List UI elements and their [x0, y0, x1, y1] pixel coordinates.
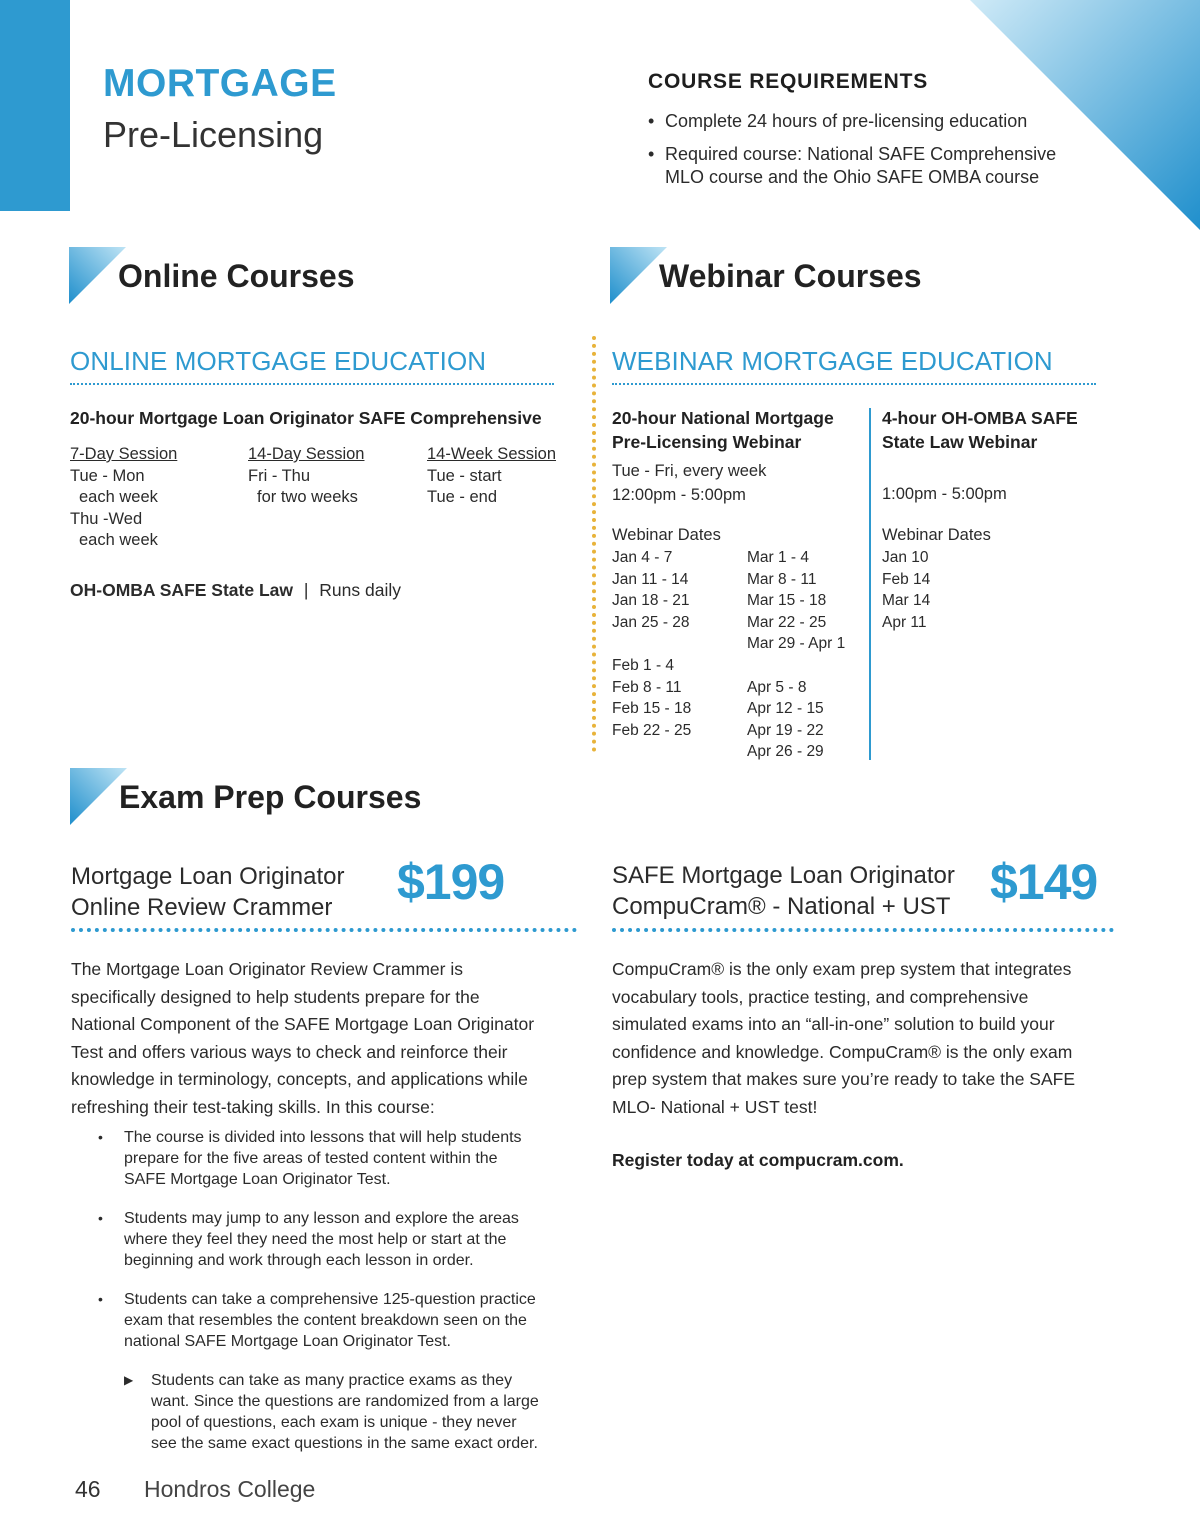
right-course-price: $149 — [990, 854, 1098, 910]
bullet-line: • The course is divided into lessons that will help students — [124, 1129, 522, 1146]
date-item: Jan 4 - 7 — [612, 549, 673, 566]
header-accent-bar — [0, 0, 70, 211]
webinar-time: 12:00pm - 5:00pm — [612, 485, 746, 504]
session-name: 14-Week Session — [427, 445, 557, 463]
date-item: Mar 1 - 4 — [747, 549, 810, 566]
date-item: Feb 22 - 25 — [612, 721, 692, 739]
bullet-item — [71, 1289, 591, 1352]
requirements-title: COURSE REQUIREMENTS — [648, 70, 929, 93]
paragraph-line: National Component of the SAFE Mortgage Loan Originator — [71, 1014, 535, 1034]
bullet-line: see the same exact questions in the same exact order. — [151, 1435, 538, 1452]
dotted-divider — [612, 928, 1114, 932]
state-law-schedule: Runs daily — [319, 580, 401, 600]
requirement-item: • Required course: National SAFE Comprehensive MLO course and the Ohio SAFE OMBA course — [648, 143, 1088, 190]
bullet-line: want. Since the questions are randomized from a large — [151, 1393, 539, 1410]
session-7-day — [70, 444, 240, 552]
paragraph-line: simulated exams into an “all-in-one” solution to build your — [612, 1014, 1055, 1034]
date-item: Mar 14 — [882, 592, 931, 610]
webinar-left-title-line: 20-hour National Mortgage — [612, 408, 834, 428]
session-line: for two weeks — [257, 488, 358, 506]
course-name-line: CompuCram® - National + UST — [612, 893, 951, 920]
left-course-description — [71, 956, 586, 1121]
date-item: Mar 22 - 25 — [747, 613, 827, 631]
course-name-line: Online Review Crammer — [71, 894, 333, 921]
webinar-section-title: Webinar Courses — [659, 258, 922, 294]
date-item: Apr 12 - 15 — [747, 700, 824, 718]
left-course-subbullets — [71, 1370, 591, 1454]
dotted-divider — [71, 928, 577, 932]
online-section-title: Online Courses — [118, 258, 355, 294]
date-item: Jan 25 - 28 — [612, 613, 690, 631]
right-course-description — [612, 956, 1132, 1121]
date-item: Mar 8 - 11 — [747, 570, 817, 588]
session-line: Fri - Thu — [248, 466, 311, 485]
paragraph-line: confidence and knowledge. CompuCram® is the only exam — [612, 1041, 1073, 1062]
webinar-edu-title: WEBINAR MORTGAGE EDUCATION — [612, 346, 1053, 376]
webinar-right-dates — [882, 547, 1002, 633]
date-item — [612, 633, 742, 655]
course-name-line: SAFE Mortgage Loan Originator — [612, 862, 955, 889]
paragraph-line: refreshing their test-taking skills. In this course: — [71, 1096, 435, 1117]
paragraph-line: Test and offers various ways to check and reinforce their — [71, 1041, 508, 1062]
webinar-right-dates-label: Webinar Dates — [882, 526, 991, 544]
bullet-line: prepare for the five areas of tested content within the — [124, 1150, 498, 1167]
state-law-line — [70, 580, 401, 601]
webinar-dates-col2 — [747, 547, 867, 763]
date-item: Apr 19 - 22 — [747, 721, 824, 739]
dotted-divider — [70, 383, 554, 385]
bullet-line: pool of questions, each exam is unique - they never — [151, 1414, 517, 1431]
college-name: Hondros College — [144, 1476, 316, 1502]
requirements-list — [648, 110, 1118, 199]
session-14-day — [248, 444, 418, 509]
webinar-left-schedule — [612, 460, 766, 507]
session-line: each week — [79, 488, 158, 506]
session-14-week — [427, 444, 597, 509]
online-edu-title: ONLINE MORTGAGE EDUCATION — [70, 346, 487, 376]
date-item: Mar 15 - 18 — [747, 592, 827, 610]
date-item: Jan 11 - 14 — [612, 570, 689, 588]
bullet-item — [71, 1127, 591, 1190]
bullet-line: exam that resembles the content breakdown seen on the — [124, 1312, 527, 1329]
webinar-dates-label: Webinar Dates — [612, 526, 721, 544]
left-course-name — [71, 861, 345, 923]
session-name: 7-Day Session — [70, 445, 178, 463]
webinar-left-title-line: Pre-Licensing Webinar — [612, 432, 802, 452]
webinar-right-title — [882, 406, 1078, 454]
date-item: Mar 29 - Apr 1 — [747, 635, 846, 653]
paragraph-line: MLO- National + UST test! — [612, 1096, 818, 1117]
webinar-right-title-line: State Law Webinar — [882, 432, 1038, 452]
bullet-line: where they feel they need the most help or start at the — [124, 1231, 507, 1248]
course-name-line: Mortgage Loan Originator — [71, 863, 345, 890]
column-divider — [592, 336, 596, 752]
bullet-line: ▶ Students can take as many practice exams as they — [151, 1372, 513, 1389]
date-item — [747, 655, 867, 677]
session-name: 14-Day Session — [248, 445, 365, 463]
paragraph-line: vocabulary tools, practice testing, and comprehensive — [612, 986, 1029, 1007]
bullet-line: national SAFE Mortgage Loan Originator Test. — [124, 1333, 451, 1350]
date-item: Apr 11 — [882, 613, 927, 631]
register-link[interactable]: Register today at compucram.com. — [612, 1150, 904, 1170]
dotted-divider — [612, 383, 1096, 385]
paragraph-line: specifically designed to help students prepare for the — [71, 986, 480, 1007]
online-course-title: 20-hour Mortgage Loan Originator SAFE Comprehensive — [70, 408, 542, 428]
bullet-item — [71, 1208, 591, 1271]
paragraph-line: CompuCram® is the only exam prep system that integrates — [612, 959, 1072, 979]
requirement-item: • Complete 24 hours of pre-licensing education — [648, 110, 1118, 134]
bullet-line: beginning and work through each lesson in order. — [124, 1252, 474, 1269]
webinar-divider — [869, 408, 871, 760]
date-item: Apr 5 - 8 — [747, 678, 807, 696]
date-item: Apr 26 - 29 — [747, 743, 824, 761]
webinar-dates-col1 — [612, 547, 742, 741]
date-item: Feb 15 - 18 — [612, 700, 692, 718]
session-line: Tue - start — [427, 466, 502, 485]
bullet-line: SAFE Mortgage Loan Originator Test. — [124, 1171, 391, 1188]
webinar-schedule: Tue - Fri, every week — [612, 462, 767, 480]
exam-prep-section-title: Exam Prep Courses — [119, 779, 422, 815]
paragraph-line: The Mortgage Loan Originator Review Crammer is — [71, 959, 463, 979]
date-item: Feb 1 - 4 — [612, 656, 675, 674]
webinar-right-title-line: 4-hour OH-OMBA SAFE — [882, 408, 1078, 428]
date-item: Jan 10 — [882, 549, 929, 566]
session-line: Thu -Wed — [70, 509, 143, 528]
page-subtitle: Pre-Licensing — [103, 114, 324, 155]
webinar-left-title — [612, 406, 834, 454]
session-line: Tue - end — [427, 488, 498, 506]
date-item: Feb 8 - 11 — [612, 678, 682, 696]
bullet-line: • Students may jump to any lesson and explore the areas — [124, 1210, 519, 1227]
session-line: Tue - Mon — [70, 466, 145, 485]
date-item: Jan 18 - 21 — [612, 592, 690, 610]
right-course-name — [612, 860, 955, 922]
paragraph-line: prep system that makes sure you’re ready to take the SAFE — [612, 1069, 1075, 1089]
sub-bullet-item — [71, 1370, 591, 1454]
page-number: 46 — [75, 1476, 101, 1502]
page-title: MORTGAGE — [103, 62, 337, 105]
date-item: Feb 14 — [882, 570, 931, 588]
separator: | — [303, 580, 309, 600]
left-course-bullets — [71, 1127, 591, 1370]
state-law-label: OH-OMBA SAFE State Law — [70, 580, 293, 600]
left-course-price: $199 — [397, 854, 505, 910]
webinar-right-time: 1:00pm - 5:00pm — [882, 485, 1007, 503]
session-line: each week — [79, 531, 158, 549]
bullet-line: • Students can take a comprehensive 125-question practice — [124, 1291, 536, 1308]
paragraph-line: knowledge in terminology, concepts, and applications while — [71, 1069, 528, 1089]
